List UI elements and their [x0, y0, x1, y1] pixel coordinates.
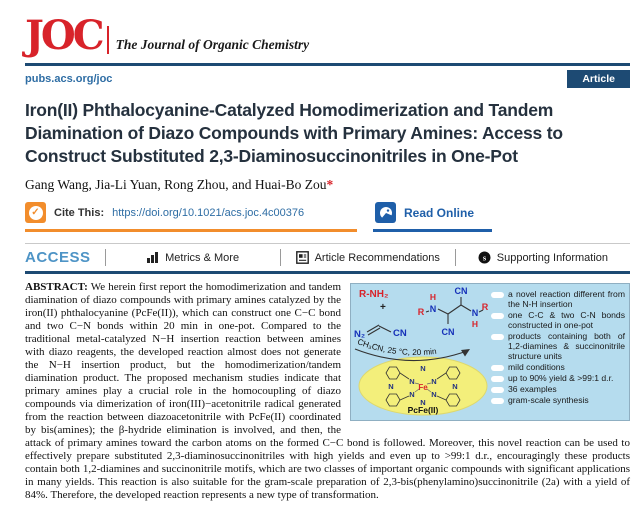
read-online-globe-icon — [375, 202, 396, 223]
graphical-abstract — [350, 283, 630, 421]
journal-name: The Journal of Organic Chemistry — [115, 37, 310, 52]
read-online-button[interactable] — [373, 202, 492, 232]
recommendations-label: Article Recommendations — [314, 251, 440, 264]
highlight-item — [491, 311, 625, 331]
joc-logo: JOC — [25, 12, 102, 59]
metrics-and-more-link[interactable] — [106, 251, 280, 264]
n-atom: N — [388, 382, 394, 391]
product-h-left: H — [429, 292, 437, 302]
plus-sign: + — [380, 302, 386, 313]
highlight-text: one C-C & two C-N bonds constructed in one-pot — [508, 309, 625, 330]
product-r-right: R — [481, 302, 489, 312]
bullet-icon — [491, 313, 504, 319]
article-recommendations-link[interactable] — [281, 251, 455, 264]
site-row — [25, 69, 630, 89]
cite-bar — [25, 202, 630, 232]
product-h-right: H — [471, 319, 479, 329]
highlight-text: 36 examples — [508, 383, 557, 394]
amine-reactant-label: R-NH₂ — [359, 289, 389, 300]
n-atom: N — [431, 377, 437, 386]
cn-label: CN — [393, 328, 407, 339]
product-n-left: N — [429, 304, 437, 314]
circle-s-icon — [478, 251, 491, 264]
corresponding-author-mark: * — [326, 177, 334, 192]
abstract-label: ABSTRACT: — [25, 281, 88, 293]
abstract-section — [25, 281, 630, 502]
n-atom: N — [420, 364, 426, 373]
author-list — [25, 177, 630, 193]
bullet-icon — [491, 387, 504, 393]
cite-check-icon: ✓ — [25, 202, 46, 223]
header-rule — [25, 63, 630, 66]
highlight-text: gram-scale synthesis — [508, 394, 589, 405]
n-atom: N — [409, 377, 415, 386]
supporting-information-link[interactable] — [456, 251, 630, 264]
highlight-item — [491, 290, 625, 310]
svg-text:s: s — [482, 252, 486, 263]
bullet-icon — [491, 376, 504, 382]
access-link[interactable]: ACCESS — [25, 249, 91, 266]
highlight-list — [491, 290, 625, 407]
authors-text: Gang Wang, Jia-Li Yuan, Rong Zhou, and Huai-Bo Zou — [25, 177, 327, 192]
product-cn-bottom: CN — [441, 327, 455, 337]
catalyst-label: PcFe(II) — [407, 405, 439, 415]
n-atom: N — [409, 390, 415, 399]
highlight-text: mild conditions — [508, 361, 565, 372]
article-box-icon — [296, 251, 309, 264]
access-bar — [25, 244, 630, 271]
product-n-right: N — [471, 308, 479, 318]
abstract-text: We herein first report the homodimerization and tandem diamination of diazo compounds with primary amines catalyzed by the iron(II) phthalocyanine (PcFe(II)), which can construct one C−C bond and two C−N bonds within 20 min in one-pot. Compared to the traditional metal-catalyzed N−H insertion reaction between amines with diazo reagents, the developed reaction almost does not generate the N−H insertion product, but the homodimerization/tandem diamination product. The proposed mechanism studies indicate that primary amines play a crucial role in the homocoupling of diazo compounds via dimerization of iron(III)−acetonitrile radical generated from the reaction between diazoacetonitrile with PcFe(II) coordinated by bis(amines); the β-hydride elimination is involved, and then, the attack of primary amines toward the carbon atoms on the formed C−C bond is followed. Moreover, this novel reaction can be used to effectively prepare substituted 2,3-diaminosuccinonitriles with high yields and even up to >99:1 d.r., encouragingly these products contain both 1,2-diamines and succinonitrile motifs, which are two classes of important organic compounds with significant applications in many yields. This reaction is also suitable for the gram-scale preparation of 2,3-bis(phenylamino)succinonitrile (2a) with a yield of 84%. Therefore, the developed reaction represents a new type of transformation. — [25, 281, 630, 501]
cite-this-button[interactable] — [25, 202, 357, 232]
n-atom: N — [452, 382, 458, 391]
bullet-icon — [491, 334, 504, 340]
product-r-left: R — [417, 307, 425, 317]
n2-label: N₂ — [354, 329, 366, 340]
highlight-text: up to 90% yield & >99:1 d.r. — [508, 372, 614, 383]
highlight-text: products containing both of 1,2-diamines & succinonitrile structure units — [508, 330, 625, 361]
bullet-icon — [491, 292, 504, 298]
supporting-info-label: Supporting Information — [496, 251, 609, 264]
product-structure — [415, 284, 489, 348]
highlight-item — [491, 396, 625, 406]
bullet-icon — [491, 365, 504, 371]
n-atom: N — [431, 390, 437, 399]
doi-link[interactable]: https://doi.org/10.1021/acs.joc.4c00376 — [112, 206, 305, 219]
product-cn-top: CN — [454, 286, 468, 296]
journal-site-link[interactable]: pubs.acs.org/joc — [25, 73, 113, 85]
reaction-conditions: CH₃CN, 25 °C, 20 min — [356, 337, 437, 358]
access-bar-rule — [25, 271, 630, 274]
cite-this-label: Cite This: — [54, 206, 105, 219]
article-type-badge: Article — [567, 70, 630, 88]
metrics-label: Metrics & More — [165, 251, 240, 264]
article-title: Iron(II) Phthalocyanine-Catalyzed Homodimerization and Tandem Diamination of Diazo Compounds with Primary Amines: Access to Construct Substituted 2,3-Diaminosuccinonitriles in One-Pot — [25, 100, 563, 166]
highlight-item — [491, 332, 625, 362]
logo-divider — [107, 26, 109, 54]
fe-atom: Fe — [418, 383, 428, 392]
highlight-item — [491, 374, 625, 384]
bar-chart-icon — [146, 251, 159, 264]
journal-header — [25, 10, 630, 59]
highlight-item — [491, 363, 625, 373]
bullet-icon — [491, 398, 504, 404]
highlight-item — [491, 385, 625, 395]
n-atom: N — [420, 398, 426, 407]
read-online-label: Read Online — [404, 205, 475, 220]
highlight-text: a novel reaction different from the N-H insertion — [508, 289, 625, 309]
